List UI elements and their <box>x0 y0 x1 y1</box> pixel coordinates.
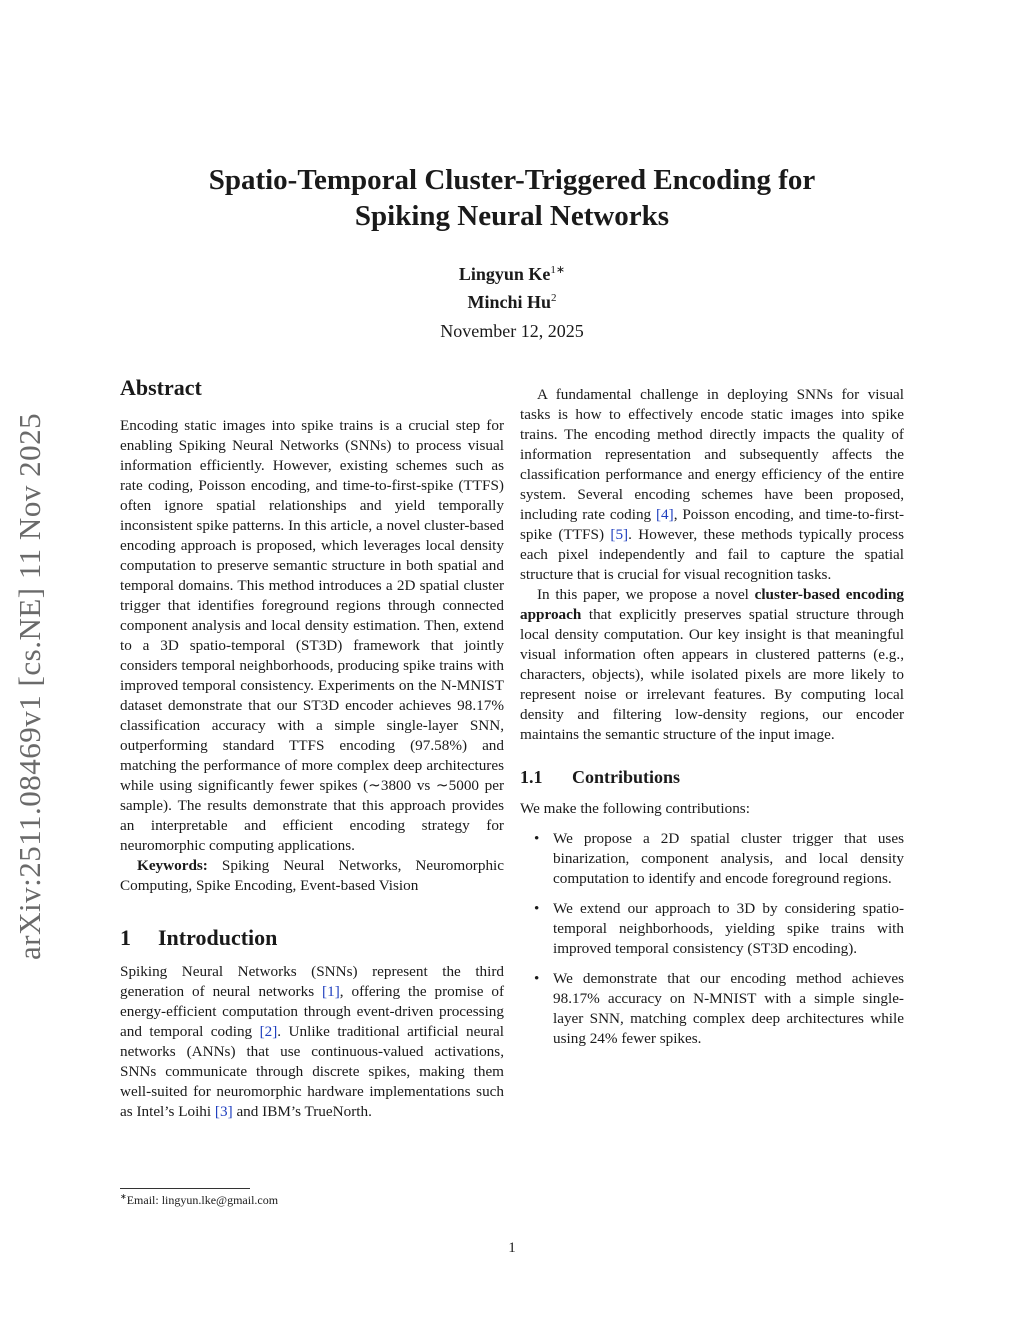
keywords <box>120 856 504 896</box>
contribution-text: We demonstrate that our encoding method achieves 98.17% accuracy on N-MNIST with a simple single-layer SNN, matching complex deep architectures while using 24% fewer spikes. <box>553 970 904 1047</box>
abstract-heading: Abstract <box>120 375 202 400</box>
contribution-item <box>520 969 904 1049</box>
intro-heading <box>120 925 504 950</box>
intro-p2-text-b: , Poisson encoding, and time-to-first-spike (TTFS) <box>520 506 904 543</box>
contribution-text: We extend our approach to 3D by considering spatio-temporal neighborhoods, yielding spike trains with improved temporal consistency (ST3D encoding). <box>553 900 904 957</box>
contributions-intro: We make the following contributions: <box>520 800 750 817</box>
author-list <box>100 258 924 314</box>
paper-title <box>100 162 924 234</box>
footnote <box>120 1192 504 1208</box>
keywords-text: Spiking Neural Networks, Neuromorphic Computing, Spike Encoding, Event-based Vision <box>120 857 504 894</box>
bullet-icon: • <box>534 830 540 847</box>
citation-5[interactable]: [5] <box>610 526 629 543</box>
keywords-label: Keywords: <box>137 857 208 874</box>
intro-p1-text-d: and IBM’s TrueNorth. <box>232 1103 372 1120</box>
contribution-text: We propose a 2D spatial cluster trigger that uses binarization, component analysis, and local density computation to identify and encode foreground regions. <box>553 830 904 887</box>
left-column <box>120 375 505 1122</box>
intro-p2-text-a: A fundamental challenge in deploying SNNs for visual tasks is how to effectively encode static images into spike trains. The encoding method directly impacts the quality of information representation and subsequently affects the classification performance and energy efficiency of the entire system. Several encoding schemes have been proposed, including rate coding <box>520 386 904 523</box>
intro-title: Introduction <box>158 925 278 950</box>
footnote-divider <box>120 1188 250 1189</box>
title-line-1: Spatio-Temporal Cluster-Triggered Encoding for <box>208 164 816 196</box>
intro-p1-text-b: , offering the promise of energy-efficient computation through event-driven processing and temporal coding <box>120 983 505 1040</box>
author-1-affil: 1∗ <box>550 264 566 276</box>
intro-p3-text-a: In this paper, we propose a novel <box>537 586 755 603</box>
author-2 <box>100 286 924 314</box>
abstract-text: Encoding static images into spike trains is a crucial step for enabling Spiking Neural Networks (SNNs) to process visual information efficiently. However, existing schemes such as rate coding, Poisson encoding, and time-to-first-spike (TTFS) often ignore spatial relationships and yield temporally inconsistent spike patterns. In this article, a novel cluster-based encoding approach is proposed, which leverages local density computation to preserve semantic structure in both spatial and temporal domains. This method introduces a 2D spatial cluster trigger that identifies foreground regions through connected component analysis and local density estimation. Then, extend to a 3D spatio-temporal (ST3D) framework that jointly considers temporal neighborhoods, producing spike trains with improved temporal consistency. Experiments on the N-MNIST dataset demonstrate that our ST3D encoder achieves 98.17% classification accuracy with a simple single-layer SNN, outperforming standard TTFS encoding (97.58%) and matching the performance of more complex deep architectures while using significantly fewer spikes (∼3800 vs ∼5000 per sample). The results demonstrate that this approach provides an interpretable and efficient encoding strategy for neuromorphic computing applications. <box>120 417 504 854</box>
intro-number: 1 <box>120 925 131 950</box>
citation-4[interactable]: [4] <box>656 506 674 523</box>
intro-paragraph-1 <box>120 962 504 1122</box>
contribution-item <box>520 829 904 889</box>
intro-p3-text-b: that explicitly preserves spatial structure through local density computation. Our key insight is that meaningful visual information often appears in clustered patterns (e.g., characters, objects), while isolated pixels are more likely to represent noise or irrelevant features. By computing local density and filtering low-density regions, our encoder maintains the semantic structure of the input image. <box>520 606 904 743</box>
arxiv-identifier: arXiv:2511.08469v1 [cs.NE] 11 Nov 2025 <box>12 412 47 960</box>
intro-paragraph-2 <box>520 385 904 585</box>
intro-p3-bold: cluster-based encoding approach <box>520 586 904 623</box>
page-number: 1 <box>508 1240 516 1256</box>
author-2-affil: 2 <box>551 292 557 304</box>
citation-1[interactable]: [1] <box>322 983 340 1000</box>
contributions-title: Contributions <box>572 767 681 787</box>
citation-3[interactable]: [3] <box>214 1103 233 1120</box>
intro-p1-text-a: Spiking Neural Networks (SNNs) represent the third generation of neural networks <box>120 963 504 1000</box>
author-1 <box>100 258 924 286</box>
author-1-name: Lingyun Ke <box>458 264 551 284</box>
author-2-name: Minchi Hu <box>467 292 551 312</box>
bullet-icon: • <box>534 900 540 917</box>
bullet-icon: • <box>534 970 540 987</box>
contributions-heading <box>520 767 904 787</box>
title-line-2: Spiking Neural Networks <box>354 200 670 232</box>
intro-p1-text-c: . Unlike traditional artificial neural networks (ANNs) that use continuous-valued activations, SNNs communicate through discrete spikes, making them well-suited for neuromorphic hardware implementations such as Intel’s Loihi <box>120 1023 504 1120</box>
right-column-body <box>520 385 904 1059</box>
contribution-item <box>520 899 904 959</box>
intro-paragraph-3 <box>520 585 904 745</box>
contributions-number: 1.1 <box>520 767 543 787</box>
footnote-mark: ∗ <box>120 1192 127 1201</box>
contributions-list <box>520 829 904 1049</box>
publication-date: November 12, 2025 <box>440 321 584 341</box>
intro-p2-text-c: . However, these methods typically process each pixel independently and fail to capture the spatial structure that is crucial for visual recognition tasks. <box>520 526 905 583</box>
citation-2[interactable]: [2] <box>259 1023 278 1040</box>
footnote-text: Email: lingyun.lke@gmail.com <box>126 1193 279 1207</box>
